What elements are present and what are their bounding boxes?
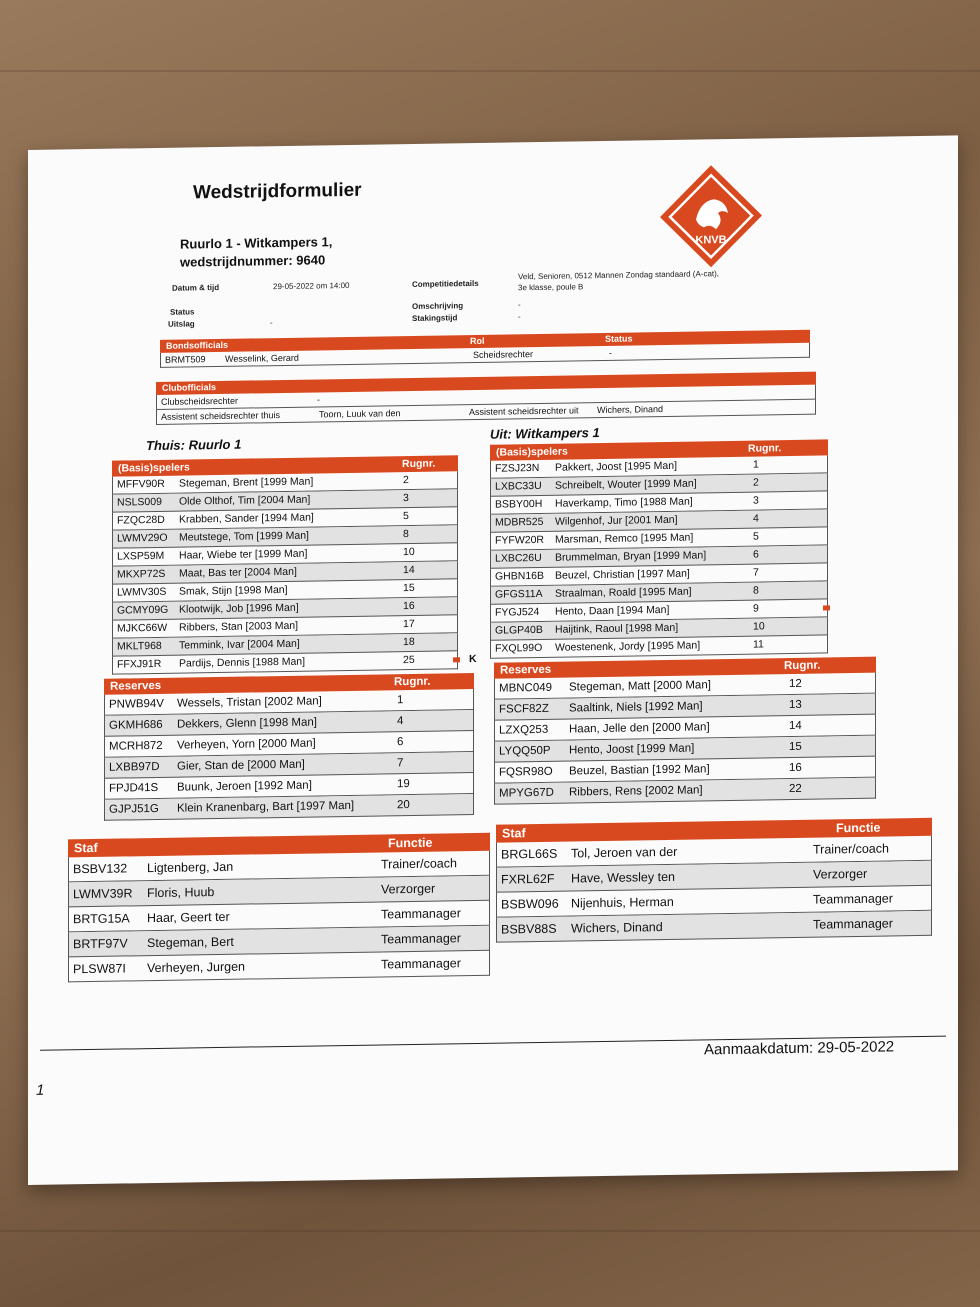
away-players-table <box>490 439 828 658</box>
away-players-header: (Basis)spelers Rugnr. <box>490 439 828 460</box>
member-code: BRGL66S <box>501 846 558 862</box>
shirt-number: 8 <box>753 584 759 597</box>
member-name: Pakkert, Joost [1995 Man] <box>555 459 677 474</box>
card-icon <box>823 605 830 610</box>
rol-header: Rol <box>470 335 485 347</box>
member-name: Haar, Geert ter <box>147 909 230 926</box>
member-function: Teammanager <box>813 891 893 907</box>
home-staf-header: Staf Functie <box>68 833 490 858</box>
member-name: Stegeman, Bert <box>147 934 234 951</box>
shirt-number: 14 <box>789 719 802 733</box>
shirt-number: 15 <box>403 581 415 595</box>
competitie-label: Competitiedetails <box>412 278 479 289</box>
member-name: Verheyen, Jurgen <box>147 959 245 976</box>
home-reserves-table <box>104 673 474 821</box>
member-code: FFXJ91R <box>117 657 162 671</box>
member-code: LXBC26U <box>495 551 542 565</box>
shirt-number: 7 <box>753 566 759 579</box>
member-function: Teammanager <box>381 906 461 922</box>
form-title: Wedstrijdformulier <box>193 179 362 204</box>
shirt-number: 11 <box>753 638 764 651</box>
shirt-number: 10 <box>403 545 415 559</box>
member-code: FYGJ524 <box>495 605 540 619</box>
status-label: Status <box>170 307 195 317</box>
member-code: LXBC33U <box>495 479 542 493</box>
shirt-number: 20 <box>397 799 410 812</box>
member-code: MFFV90R <box>117 477 165 491</box>
member-code: PNWB94V <box>109 697 164 711</box>
member-function: Trainer/coach <box>813 841 889 857</box>
card-icon <box>453 657 460 662</box>
member-name: Ligtenberg, Jan <box>147 859 234 876</box>
home-staf-table <box>68 833 490 983</box>
member-function: Teammanager <box>381 956 461 972</box>
member-code: BSBV88S <box>501 921 557 937</box>
home-team-title: Thuis: Ruurlo 1 <box>146 436 242 454</box>
member-name: Krabben, Sander [1994 Man] <box>179 511 314 526</box>
member-code: FPJD41S <box>109 781 159 795</box>
logo-text: KNVB <box>695 234 727 247</box>
member-code: PLSW87I <box>73 961 126 977</box>
member-code: MDBR525 <box>495 515 544 529</box>
member-name: Klein Kranenbarg, Bart [1997 Man] <box>177 799 355 815</box>
staking-value: - <box>518 312 521 322</box>
shirt-number: 6 <box>753 548 759 561</box>
member-name: Haan, Jelle den [2000 Man] <box>569 721 710 736</box>
shirt-number: 3 <box>403 492 409 505</box>
member-name: Gier, Stan de [2000 Man] <box>177 758 305 773</box>
bondsofficials-table <box>160 330 810 368</box>
knvb-logo-icon <box>656 160 766 272</box>
member-function: Trainer/coach <box>381 856 457 872</box>
bondsofficials-header: Bondsofficials Rol Status <box>160 330 810 353</box>
shirt-number: 17 <box>403 617 415 631</box>
member-name: Brummelman, Bryan [1999 Man] <box>555 549 707 564</box>
member-code: BSBW096 <box>501 896 559 912</box>
clubofficials-header: Clubofficials <box>156 372 816 395</box>
member-code: FSCF82Z <box>499 702 549 716</box>
member-name: Verheyen, Yorn [2000 Man] <box>177 737 316 752</box>
member-name: Ribbers, Stan [2003 Man] <box>179 619 299 634</box>
member-name: Haijtink, Raoul [1998 Man] <box>555 621 679 636</box>
away-team-title: Uit: Witkampers 1 <box>490 425 600 442</box>
page-number: 1 <box>36 1081 45 1099</box>
member-name: Hento, Daan [1994 Man] <box>555 603 670 618</box>
away-reserves-table <box>494 657 876 805</box>
member-code: FXQL99O <box>495 641 543 655</box>
competitie-value-2: 3e klasse, poule B <box>518 282 584 293</box>
member-name: Schreibelt, Wouter [1999 Man] <box>555 477 697 492</box>
member-code: LZXQ253 <box>499 723 549 737</box>
member-code: MCRH872 <box>109 739 163 753</box>
member-name: Floris, Huub <box>147 885 215 901</box>
member-code: MKXP72S <box>117 567 166 581</box>
member-code: FXRL62F <box>501 871 555 887</box>
member-name: Maat, Bas ter [2004 Man] <box>179 565 297 580</box>
staf-row <box>68 951 490 983</box>
member-name: Stegeman, Brent [1999 Man] <box>179 475 314 490</box>
away-staf-table <box>496 818 932 943</box>
match-teams: Ruurlo 1 - Witkampers 1, <box>180 234 333 252</box>
competitie-value-1: Veld, Senioren, 0512 Mannen Zondag standaard (A-cat), <box>518 269 720 282</box>
created-date: Aanmaakdatum: 29-05-2022 <box>704 1038 895 1059</box>
member-name: Wessels, Tristan [2002 Man] <box>177 695 322 710</box>
shirt-number: 2 <box>403 474 409 487</box>
match-form-paper <box>28 135 958 1185</box>
member-name: Saaltink, Niels [1992 Man] <box>569 700 703 715</box>
match-heading <box>180 233 332 271</box>
shirt-number: 9 <box>753 602 759 615</box>
member-code: FZSJ23N <box>495 461 540 475</box>
shirt-number: 18 <box>403 635 415 649</box>
shirt-number: 19 <box>397 778 410 791</box>
assistent-row: Assistent scheidsrechter thuis Toorn, Luuk van den Assistent scheidsrechter uit Wichers, Dinand <box>156 400 816 425</box>
shirt-number: 25 <box>403 653 415 667</box>
shirt-number: 1 <box>753 458 759 471</box>
member-code: LXBB97D <box>109 760 160 774</box>
member-name: Nijenhuis, Herman <box>571 894 674 911</box>
member-function: Verzorger <box>813 866 868 882</box>
uitslag-value: - <box>270 318 273 328</box>
shirt-number: 14 <box>403 563 415 577</box>
captain-badge: K <box>469 652 477 666</box>
uitslag-label: Uitslag <box>168 319 195 329</box>
member-name: Pardijs, Dennis [1988 Man] <box>179 655 306 670</box>
shirt-number: 3 <box>753 494 759 507</box>
member-name: Ribbers, Rens [2002 Man] <box>569 784 703 799</box>
datum-label: Datum & tijd <box>172 282 220 293</box>
shirt-number: 4 <box>753 512 759 525</box>
member-code: MBNC049 <box>499 681 553 695</box>
away-reserves-header: Reserves Rugnr. <box>494 657 876 679</box>
member-code: MJKC66W <box>117 621 168 635</box>
omschrijving-value: - <box>518 300 521 310</box>
member-code: BRTF97V <box>73 936 128 952</box>
member-code: MKLT968 <box>117 639 162 653</box>
shirt-number: 13 <box>789 698 802 712</box>
datum-value: 29-05-2022 om 14:00 <box>273 280 350 292</box>
member-code: FQSR98O <box>499 765 553 779</box>
member-name: Straalman, Roald [1995 Man] <box>555 585 692 600</box>
shirt-number: 6 <box>397 736 404 749</box>
member-code: MPYG67D <box>499 786 554 800</box>
member-code: LWMV39R <box>73 886 133 902</box>
member-code: GCMY09G <box>117 603 169 617</box>
omschrijving-label: Omschrijving <box>412 301 464 311</box>
member-name: Meutstege, Tom [1999 Man] <box>179 529 309 544</box>
clubscheidsrechter-row: Clubscheidsrechter - <box>156 385 816 410</box>
shirt-number: 8 <box>403 528 409 541</box>
member-code: GFGS11A <box>495 587 543 601</box>
shirt-number: 10 <box>753 620 765 633</box>
member-function: Teammanager <box>813 916 893 932</box>
member-name: Beuzel, Bastian [1992 Man] <box>569 763 710 778</box>
member-name: Woestenenk, Jordy [1995 Man] <box>555 639 701 654</box>
shirt-number: 1 <box>397 694 404 707</box>
shirt-number: 16 <box>789 761 802 775</box>
member-code: LYQQ50P <box>499 744 551 758</box>
member-name: Wichers, Dinand <box>571 920 663 936</box>
member-function: Teammanager <box>381 931 461 947</box>
home-players-header: (Basis)spelers Rugnr. <box>112 455 458 476</box>
member-name: Stegeman, Matt [2000 Man] <box>569 679 711 694</box>
member-function: Verzorger <box>381 881 436 897</box>
member-code: BRTG15A <box>73 911 130 927</box>
shirt-number: 5 <box>753 530 759 543</box>
member-name: Olde Olthof, Tim [2004 Man] <box>179 493 311 508</box>
member-code: FZQC28D <box>117 513 165 527</box>
member-code: GJPJ51G <box>109 802 159 816</box>
shirt-number: 2 <box>753 476 759 489</box>
member-name: Temmink, Ivar [2004 Man] <box>179 637 300 652</box>
member-name: Beuzel, Christian [1997 Man] <box>555 567 690 582</box>
member-name: Dekkers, Glenn [1998 Man] <box>177 716 317 731</box>
member-code: LWMV30S <box>117 585 167 599</box>
reserve-row <box>104 794 474 821</box>
member-code: BSBY00H <box>495 497 543 511</box>
member-code: LWMV29O <box>117 531 168 545</box>
shirt-number: 12 <box>789 677 802 691</box>
member-code: LXSP59M <box>117 549 165 563</box>
member-name: Haar, Wiebe ter [1999 Man] <box>179 547 308 562</box>
staking-label: Stakingstijd <box>412 313 458 323</box>
member-name: Tol, Jeroen van der <box>571 844 678 861</box>
member-name: Have, Wessley ten <box>571 869 675 886</box>
member-code: GHBN16B <box>495 569 545 583</box>
member-name: Haverkamp, Timo [1988 Man] <box>555 495 693 510</box>
member-code: BSBV132 <box>73 861 128 877</box>
home-players-table <box>112 455 477 674</box>
match-number: wedstrijdnummer: 9640 <box>180 252 326 270</box>
member-name: Buunk, Jeroen [1992 Man] <box>177 779 312 794</box>
shirt-number: 7 <box>397 757 404 770</box>
member-code: FYFW20R <box>495 533 545 547</box>
status-header: Status <box>605 333 633 344</box>
bondsofficial-row: BRMT509 Wesselink, Gerard Scheidsrechter - <box>160 343 810 368</box>
shirt-number: 15 <box>789 740 802 754</box>
away-staf-header: Staf Functie <box>496 818 932 843</box>
member-name: Klootwijk, Job [1996 Man] <box>179 601 299 616</box>
shirt-number: 22 <box>789 782 802 796</box>
member-name: Smak, Stijn [1998 Man] <box>179 583 288 598</box>
member-code: NSLS009 <box>117 495 162 509</box>
shirt-number: 16 <box>403 599 415 613</box>
member-name: Wilgenhof, Jur [2001 Man] <box>555 513 678 528</box>
member-name: Hento, Joost [1999 Man] <box>569 742 695 757</box>
clubofficials-table <box>156 372 816 425</box>
member-code: GLGP40B <box>495 623 543 637</box>
member-name: Marsman, Remco [1995 Man] <box>555 531 694 546</box>
home-reserves-header: Reserves Rugnr. <box>104 673 474 695</box>
member-code: GKMH686 <box>109 718 163 732</box>
shirt-number: 5 <box>403 510 409 523</box>
shirt-number: 4 <box>397 715 404 728</box>
